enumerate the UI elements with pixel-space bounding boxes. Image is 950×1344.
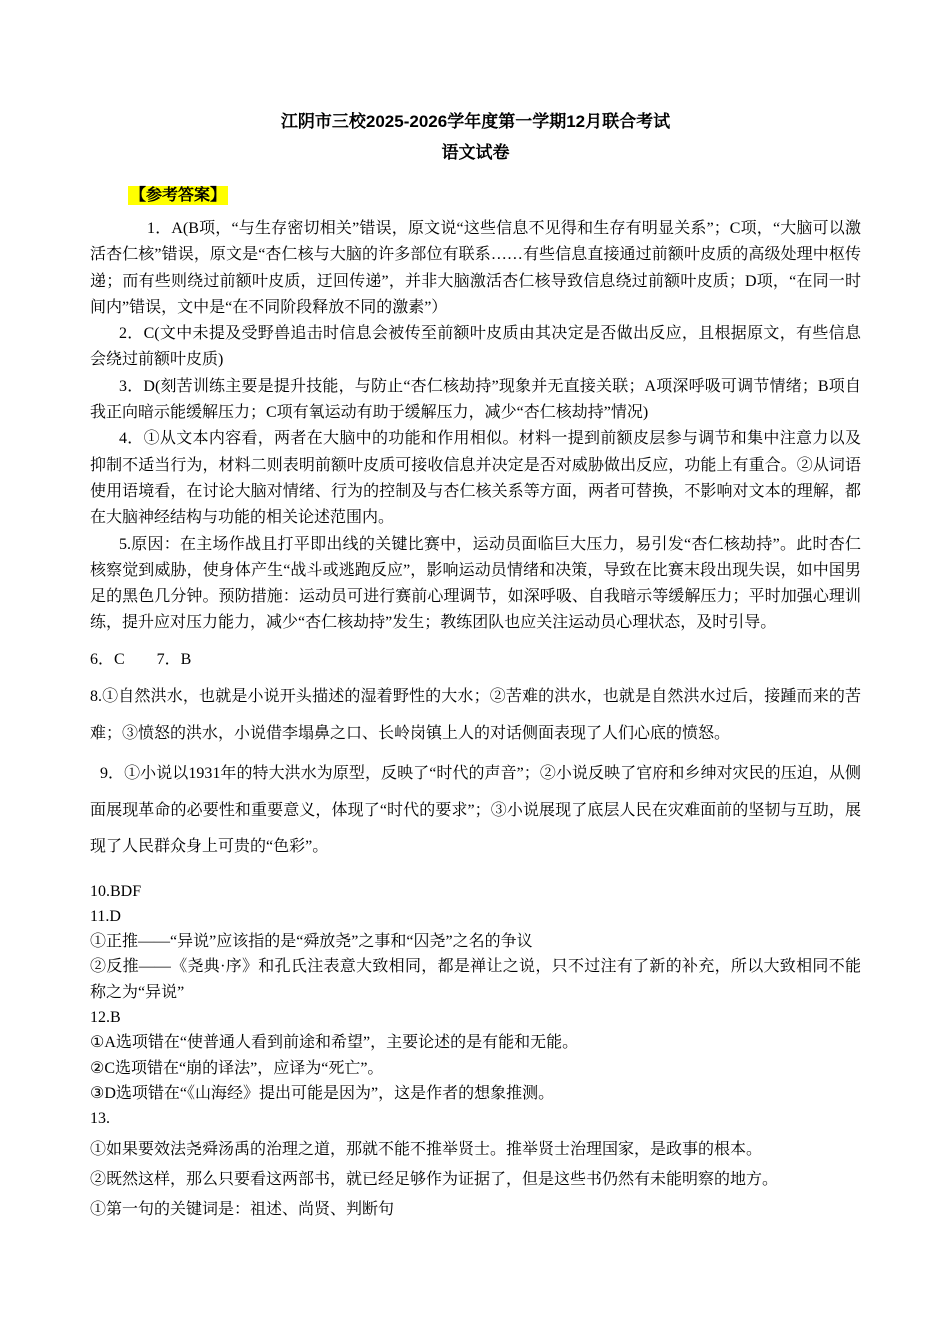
answer-10: 10.BDF xyxy=(90,882,142,900)
answer-13-line-1: ①如果要效法尧舜汤禹的治理之道，那就不能不推举贤士。推举贤士治理国家，是政事的根本。 xyxy=(90,1140,763,1158)
answer-13-keywords: ①第一句的关键词是：祖述、尚贤、判断句 xyxy=(90,1201,395,1219)
answer-8: 8.①自然洪水，也就是小说开头描述的湿着野性的大水；②苦难的洪水，也就是自然洪水过后，接踵而来的苦难；③愤怒的洪水，小说借李塌鼻之口、长岭岗镇上人的对话侧面表现了人们心底的愤怒。 xyxy=(90,688,861,742)
answer-13-line-2: ②既然这样，那么只要看这两部书，就已经足够作为证据了，但是这些书仍然有未能明察的地方。 xyxy=(90,1170,779,1188)
exam-title-line1: 江阴市三校2025-2026学年度第一学期12月联合考试 xyxy=(280,112,671,131)
answer-3: 3．D(刻苦训练主要是提升技能，与防止“杏仁核劫持”现象并无直接关联；A项深呼吸可调节情绪；B项自我正向暗示能缓解压力；C项有氧运动有助于缓解压力，减少“杏仁核劫持”情况) xyxy=(90,377,861,422)
answer-11-note-1: ①正推——“异说”应该指的是“舜放尧”之事和“囚尧”之名的争议 xyxy=(90,933,533,951)
answer-12-note-2: ②C选项错在“崩的译法”，应译为“死亡”。 xyxy=(90,1059,384,1077)
answer-12: 12.B xyxy=(90,1009,121,1027)
answer-4: 4．①从文本内容看，两者在大脑中的功能和作用相似。材料一提到前额皮层参与调节和集中注意力以及抑制不适当行为，材料二则表明前额叶皮质可接收信息并决定是否对威胁做出反应，功能上有重合。②从词语使用语境看，在讨论大脑对情绪、行为的控制及与杏仁核关系等方面，两者可替换，不影响对文本的理解，都在大脑神经结构与功能的相关论述范围内。 xyxy=(90,430,861,527)
answer-5: 5.原因：在主场作战且打平即出线的关键比赛中，运动员面临巨大压力，易引发“杏仁核劫持”。此时杏仁核察觉到威胁，使身体产生“战斗或逃跑反应”，影响运动员情绪和决策，导致在比赛末段出现失误，如中国男足的黑色几分钟。预防措施：运动员可进行赛前心理调节，如深呼吸、自我暗示等缓解压力；平时加强心理训练，提升应对压力能力，减少“杏仁核劫持”发生；教练团队也应关注运动员心理状态，及时引导。 xyxy=(90,535,861,632)
answer-9: 9．①小说以1931年的特大洪水为原型，反映了“时代的声音”；②小说反映了官府和乡绅对灾民的压迫，从侧面展现革命的必要性和重要意义，体现了“时代的要求”；③小说展现了底层人民在灾难面前的坚韧与互助，展现了人民群众身上可贵的“色彩”。 xyxy=(90,765,861,856)
exam-paper-title: 语文试卷 xyxy=(441,143,510,162)
answer-6-7: 6．C 7．B xyxy=(90,650,192,668)
answer-13: 13. xyxy=(90,1110,110,1128)
answer-12-note-3: ③D选项错在“《山海经》提出可能是因为”，这是作者的想象推测。 xyxy=(90,1084,555,1102)
answer-12-note-1: ①A选项错在“使普通人看到前途和希望”，主要论述的是有能和无能。 xyxy=(90,1034,579,1052)
answer-11: 11.D xyxy=(90,907,121,925)
answer-1: 1．A(B项，“与生存密切相关”错误，原文说“这些信息不见得和生存有明显关系”；C项，“大脑可以激活杏仁核”错误，原文是“杏仁核与大脑的许多部位有联系……有些信息直接通过前额叶皮质的高级处理中枢传递；而有些则绕过前额叶皮质，迂回传递”，并非大脑激活杏仁核导致信息绕过前额叶皮质；D项，“在同一时间内”错误，文中是“在不同阶段释放不同的激素”） xyxy=(90,220,861,316)
answer-2: 2．C(文中未提及受野兽追击时信息会被传至前额叶皮质由其决定是否做出反应，且根据原文，有些信息会绕过前额叶皮质) xyxy=(90,325,861,369)
answer-key-header: 【参考答案】 xyxy=(130,187,227,204)
answer-11-note-2: ②反推——《尧典·序》和孔氏注表意大致相同，都是禅让之说，只不过注有了新的补充，所以大致相同不能称之为“异说” xyxy=(90,958,861,1001)
answer-key-header-row xyxy=(128,185,861,207)
